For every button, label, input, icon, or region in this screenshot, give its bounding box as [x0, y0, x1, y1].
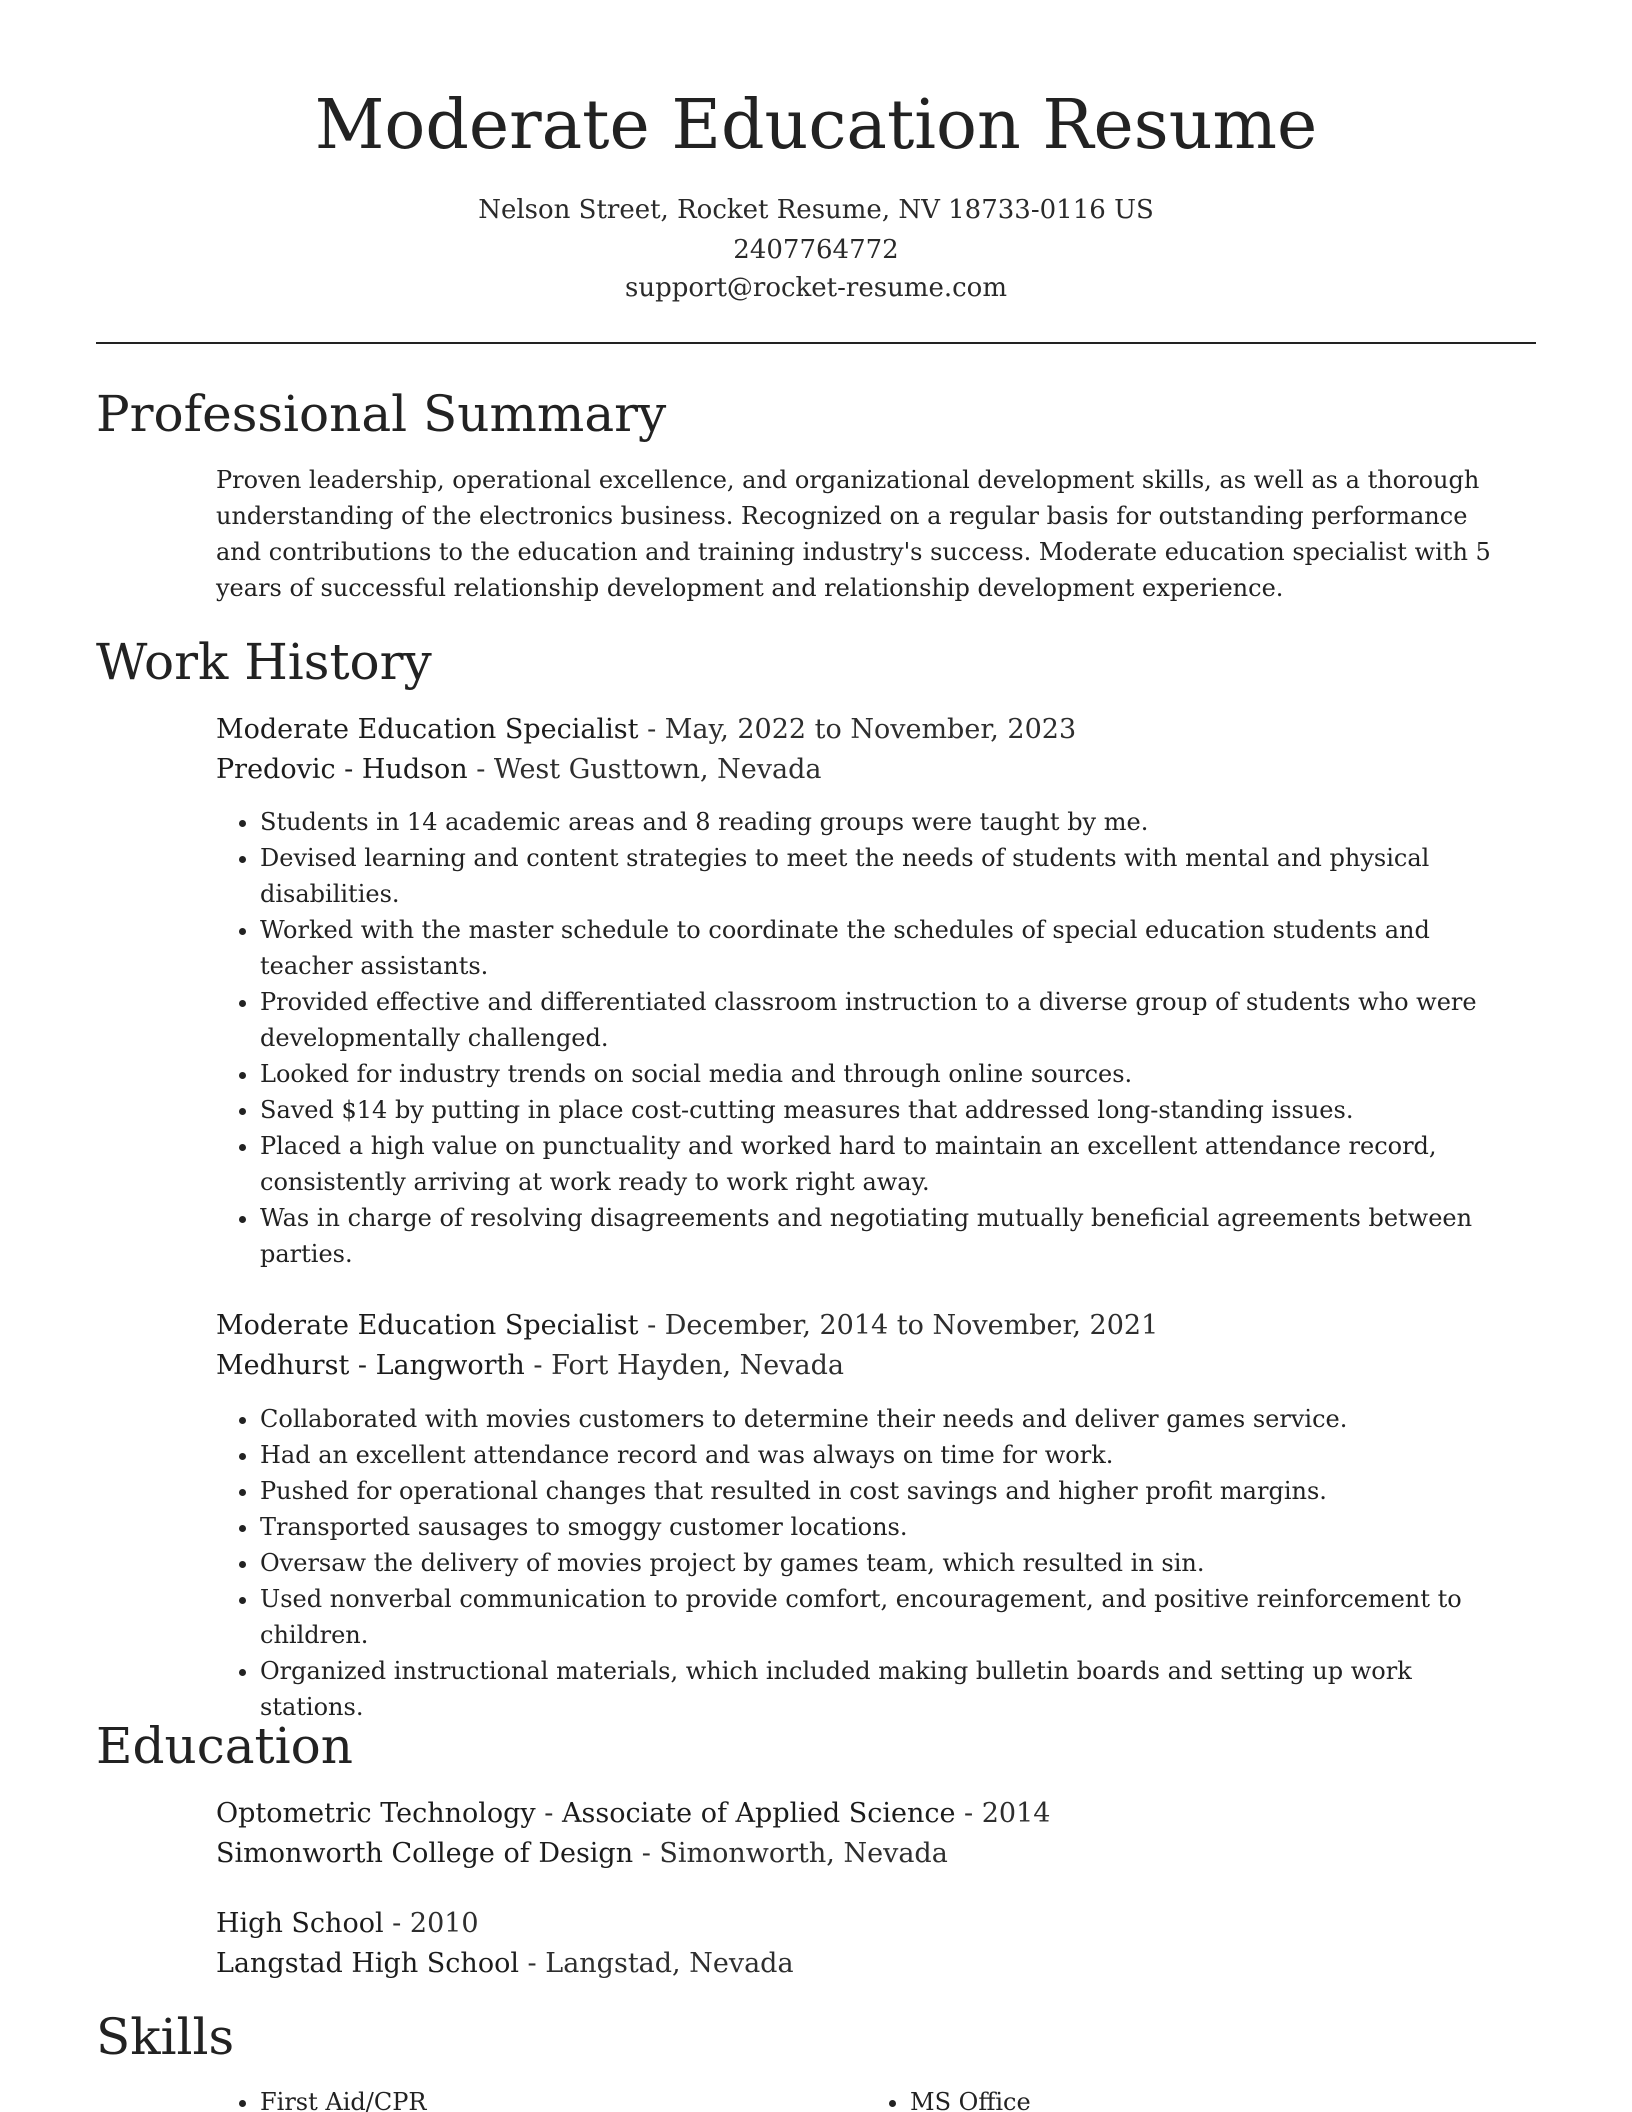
job-2-company-line: Medhurst - Langworth - Fort Hayden, Nevada	[216, 1350, 845, 1381]
section-title-summary: Professional Summary	[96, 385, 667, 443]
skills-list-right	[866, 2084, 1031, 2112]
job-2-bullets	[216, 1401, 1516, 1725]
job-1-role: Moderate Education Specialist	[216, 714, 639, 745]
list-item: • Had an excellent attendance record and was always on time for work.	[260, 1437, 1516, 1473]
job-1-company-line: Predovic - Hudson - West Gusttown, Nevada	[216, 754, 822, 785]
list-item: • Placed a high value on punctuality and worked hard to maintain an excellent attendance record, consistently arriving at work ready to work right away.	[260, 1128, 1516, 1200]
job-2-location: Fort Hayden, Nevada	[551, 1350, 845, 1381]
list-item: • Used nonverbal communication to provide comfort, encouragement, and positive reinforcement to children.	[260, 1581, 1516, 1653]
contact-phone: 2407764772	[733, 235, 899, 265]
job-2-company: Medhurst - Langworth	[216, 1350, 525, 1381]
contact-address: Nelson Street, Rocket Resume, NV 18733-0116 US	[478, 195, 1154, 225]
education-1-year: 2014	[981, 1798, 1051, 1829]
education-2-degree-line: High School - 2010	[216, 1908, 479, 1939]
contact-email: support@rocket-resume.com	[624, 273, 1007, 303]
job-1-company: Predovic - Hudson	[216, 754, 468, 785]
resume-title: Moderate Education Resume	[314, 86, 1318, 165]
list-item: • Oversaw the delivery of movies project by games team, which resulted in sin.	[260, 1545, 1516, 1581]
education-1-degree: Associate of Applied Science	[561, 1798, 956, 1829]
education-2-field: High School	[216, 1908, 384, 1939]
list-item: • Looked for industry trends on social media and through online sources.	[260, 1056, 1516, 1092]
list-item: • Transported sausages to smoggy customer locations.	[260, 1509, 1516, 1545]
education-1-location: Simonworth, Nevada	[659, 1838, 948, 1869]
skill-item: • First Aid/CPR	[260, 2084, 426, 2112]
job-1-dates: May, 2022 to November, 2023	[664, 714, 1077, 745]
header-divider	[96, 342, 1536, 344]
job-1-bullets	[216, 804, 1516, 1272]
list-item: • Devised learning and content strategies to meet the needs of students with mental and physical disabilities.	[260, 840, 1516, 912]
list-item: • Was in charge of resolving disagreements and negotiating mutually beneficial agreements between parties.	[260, 1200, 1516, 1272]
education-1-school: Simonworth College of Design	[216, 1838, 634, 1869]
section-title-skills: Skills	[96, 2008, 235, 2066]
list-item: • Saved $14 by putting in place cost-cutting measures that addressed long-standing issues.	[260, 1092, 1516, 1128]
job-2-role: Moderate Education Specialist	[216, 1310, 639, 1341]
education-2-location: Langstad, Nevada	[545, 1948, 794, 1979]
section-title-work: Work History	[96, 633, 432, 691]
education-2-school: Langstad High School	[216, 1948, 519, 1979]
education-1-degree-line: Optometric Technology - Associate of Applied Science - 2014	[216, 1798, 1051, 1829]
job-2-title-line: Moderate Education Specialist - December, 2014 to November, 2021	[216, 1310, 1159, 1341]
skill-item: • MS Office	[910, 2084, 1031, 2112]
education-2-school-line: Langstad High School - Langstad, Nevada	[216, 1948, 794, 1979]
list-item: • Organized instructional materials, which included making bulletin boards and setting up work stations.	[260, 1653, 1516, 1725]
skills-list-left	[216, 2084, 426, 2112]
section-title-education: Education	[96, 1717, 353, 1775]
list-item: • Worked with the master schedule to coordinate the schedules of special education students and teacher assistants.	[260, 912, 1516, 984]
list-item: • Provided effective and differentiated classroom instruction to a diverse group of students who were developmentally challenged.	[260, 984, 1516, 1056]
education-1-school-line: Simonworth College of Design - Simonworth, Nevada	[216, 1838, 948, 1869]
list-item: • Students in 14 academic areas and 8 reading groups were taught by me.	[260, 804, 1516, 840]
summary-text: Proven leadership, operational excellence, and organizational development skills, as well as a thorough understanding of the electronics business. Recognized on a regular basis for outstanding performance and contributions to the education and training industry's success. Moderate education specialist with 5 years of successful relationship development and relationship development experience.	[216, 466, 1491, 602]
job-2-dates: December, 2014 to November, 2021	[664, 1310, 1159, 1341]
education-2-year: 2010	[409, 1908, 479, 1939]
education-1-field: Optometric Technology	[216, 1798, 536, 1829]
list-item: • Collaborated with movies customers to determine their needs and deliver games service.	[260, 1401, 1516, 1437]
list-item: • Pushed for operational changes that resulted in cost savings and higher profit margins.	[260, 1473, 1516, 1509]
job-1-title-line: Moderate Education Specialist - May, 2022 to November, 2023	[216, 714, 1077, 745]
job-1-location: West Gusttown, Nevada	[493, 754, 822, 785]
